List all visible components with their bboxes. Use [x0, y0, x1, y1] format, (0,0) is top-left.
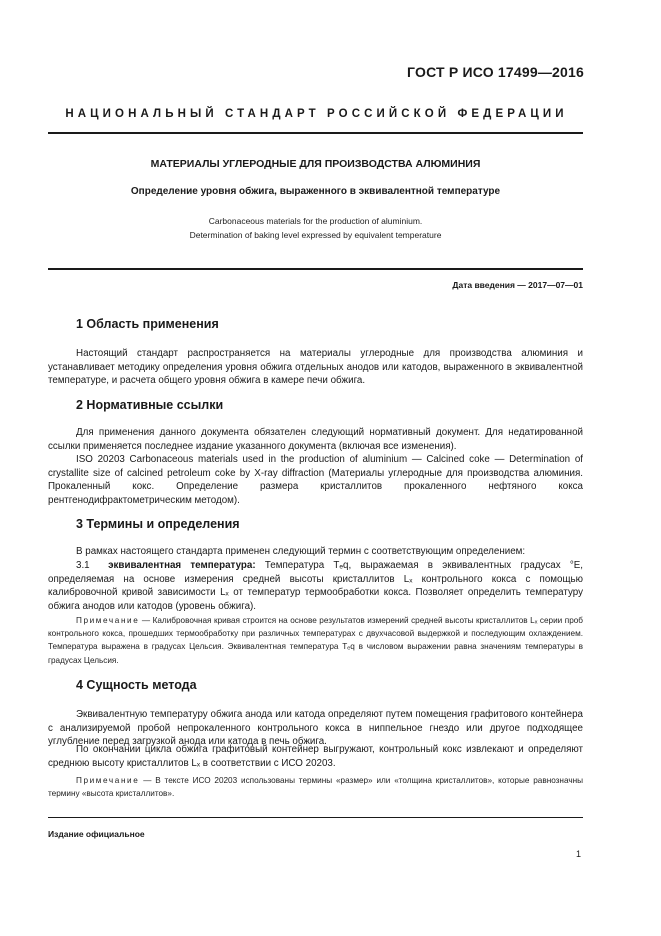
- section-1-text: Настоящий стандарт распространяется на материалы углеродные для производства алюминия и устанавливает методику определения уровня обжига отдельных анодов или катодов, выраженного в эквивалентной температуре, и расчета общего уровня обжига в камере печи обжига.: [48, 348, 583, 387]
- english-title-line-1: Carbonaceous materials for the production of aluminium.: [208, 216, 423, 226]
- section-3-note: [48, 614, 583, 667]
- term-definition: Температура Tₑq, выражаемая в эквивалентных градусах °E, определяемая на основе измерения средней высоты кристаллитов Lₓ контрольного кокса с помощью калибровочной кривой зависимости Lₓ от температур термообработки кокса. Позволяет определить температуру обжига анодов или катодов (уровень обжига).: [48, 560, 583, 612]
- english-title: [48, 214, 583, 242]
- official-edition-label: Издание официальное: [48, 829, 145, 839]
- section-3-intro: В рамках настоящего стандарта применен следующий термин с соответствующим определением:: [76, 546, 526, 557]
- title-rule: [48, 268, 583, 270]
- standard-number: ГОСТ Р ИСО 17499—2016: [407, 64, 584, 80]
- english-title-line-2: Determination of baking level expressed by equivalent temperature: [189, 230, 442, 240]
- term-number: 3.1: [76, 560, 90, 571]
- section-2-heading: 2 Нормативные ссылки: [76, 398, 224, 412]
- footer-rule: [48, 817, 583, 818]
- document-title: МАТЕРИАЛЫ УГЛЕРОДНЫЕ ДЛЯ ПРОИЗВОДСТВА АЛЮМИНИЯ: [150, 158, 481, 170]
- header-rule: [48, 132, 583, 134]
- section-4-text-2: По окончании цикла обжига графитовый контейнер выгружают, контрольный кокс извлекают и определяют среднюю высоту кристаллитов Lₓ в соответствии с ИСО 20203.: [48, 744, 583, 769]
- section-4-note: [48, 774, 583, 800]
- section-4-heading: 4 Сущность метода: [76, 678, 197, 692]
- section-3-heading: 3 Термины и определения: [76, 517, 240, 531]
- term-3-1: [48, 559, 583, 613]
- note-text: — Калибровочная кривая строится на основе результатов измерений средней высоты кристаллитов Lₓ серии проб контрольного кокса, прошедших термообработку при различных температурах с двухчасовой выдержкой и последующим охлаждением. Температура выражена в градусах Цельсия. Эквивалентная температура Tₑq в числовом выражении равна значениям температуры в градусах Цельсия.: [48, 616, 583, 665]
- national-standard-banner: НАЦИОНАЛЬНЫЙ СТАНДАРТ РОССИЙСКОЙ ФЕДЕРАЦИИ: [65, 108, 568, 120]
- note-label: Примечание: [76, 616, 140, 625]
- document-subtitle: Определение уровня обжига, выраженного в эквивалентной температуре: [130, 186, 501, 197]
- term-name: эквивалентная температура:: [108, 560, 256, 571]
- section-2-text-1: Для применения данного документа обязателен следующий нормативный документ. Для недатированной ссылки применяется последнее издание указанного документа (включая все изменения).: [48, 427, 583, 452]
- section-1-heading: 1 Область применения: [76, 317, 219, 331]
- section-2-text-2: ISO 20203 Carbonaceous materials used in the production of aluminium — Calcined coke — Determination of crystallite size of calcined petroleum coke by X-ray diffraction (Материалы углеродные для производства алюминия. Прокаленный кокс. Определение размера кристаллитов прокаленного нефтяного кокса рентгенодифрактометрическим методом).: [48, 454, 583, 506]
- note-text: — В тексте ИСО 20203 использованы термины «размер» или «толщина кристаллитов», которые равнозначны термину «высота кристаллитов».: [48, 776, 583, 799]
- note-label: Примечание: [76, 776, 140, 785]
- section-4-text-1: Эквивалентную температуру обжига анода или катода определяют путем помещения графитового контейнера с анализируемой пробой непрокаленного контрольного кокса в ниппельное гнездо или другое подходящее углубление перед загрузкой анода или катода в печь обжига.: [48, 709, 583, 748]
- introduction-date: Дата введения — 2017—07—01: [452, 280, 583, 290]
- page-number: 1: [575, 849, 581, 859]
